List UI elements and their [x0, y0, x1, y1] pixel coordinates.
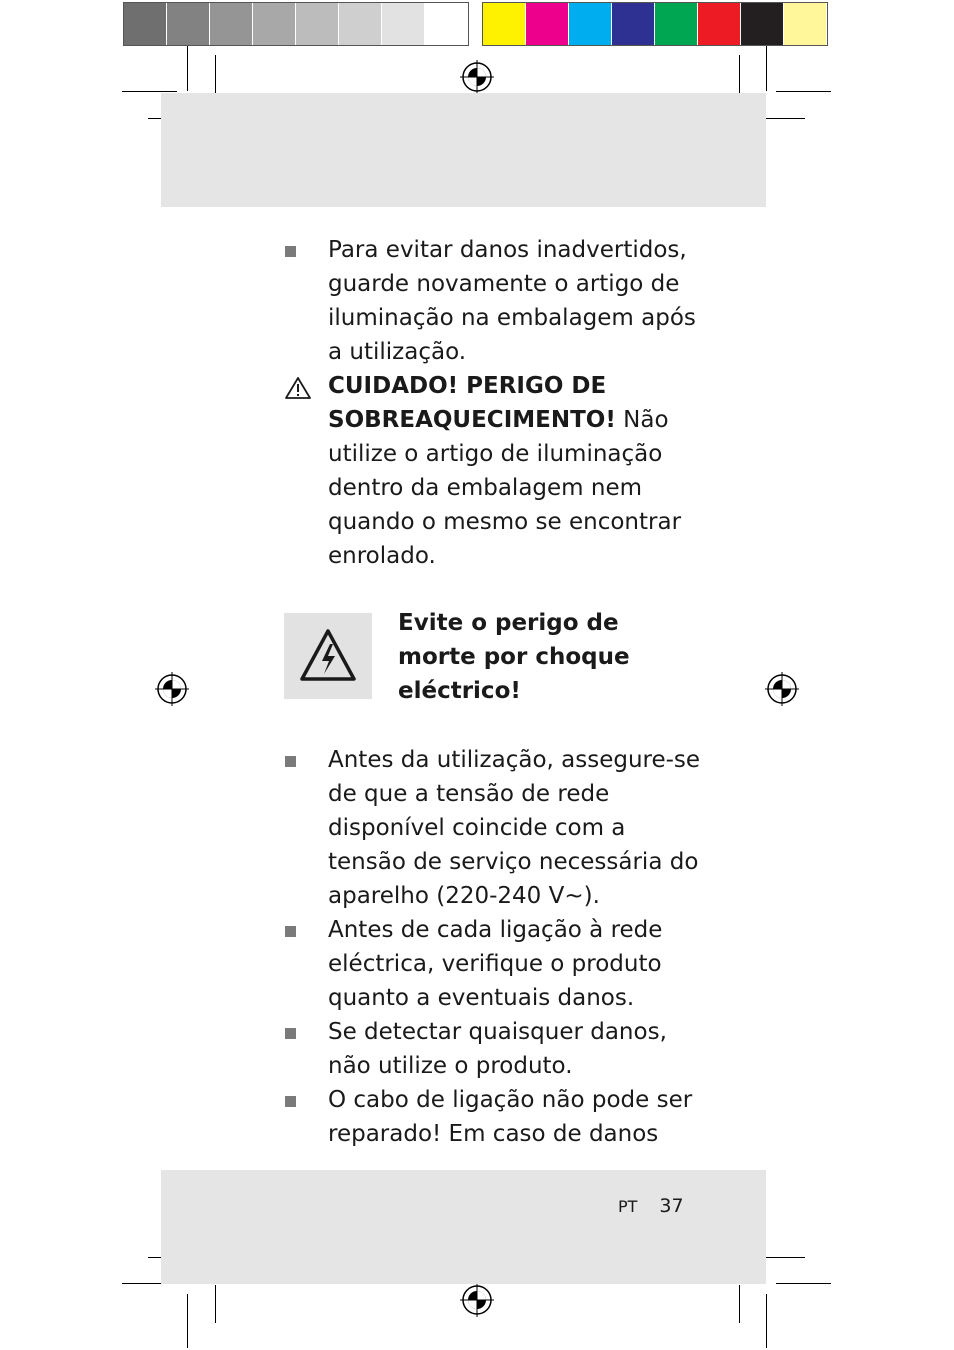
color-swatch — [124, 3, 167, 45]
square-bullet-icon — [285, 1096, 296, 1107]
warning-marker — [284, 369, 328, 573]
language-code: PT — [618, 1197, 638, 1216]
bullet-marker — [284, 913, 328, 1015]
list-item-text: O cabo de ligação não pode ser reparado! Em caso de danos — [328, 1087, 693, 1147]
list-item — [284, 369, 704, 573]
color-swatch — [339, 3, 382, 45]
registration-mark-icon — [460, 1283, 494, 1317]
list-item — [284, 1015, 704, 1083]
crop-mark — [766, 46, 767, 91]
bullet-marker — [284, 233, 328, 369]
bullet-marker — [284, 743, 328, 913]
color-swatch — [483, 3, 526, 45]
list-item — [284, 913, 704, 1015]
list-item-text: Para evitar danos inadvertidos, guarde novamente o artigo de iluminação na embalagem após a utilização. — [328, 237, 696, 365]
grayscale-control-bar — [123, 2, 469, 46]
color-swatch — [210, 3, 253, 45]
crop-mark — [776, 1283, 831, 1284]
color-swatch — [741, 3, 784, 45]
electric-shock-warning-icon — [284, 613, 372, 699]
shock-warning-box — [284, 613, 372, 699]
safety-list-1 — [284, 233, 704, 573]
color-swatch — [569, 3, 612, 45]
crop-mark — [122, 91, 177, 92]
list-item-text: Antes de cada ligação à rede eléctrica, verifique o produto quanto a eventuais danos. — [328, 917, 663, 1011]
footer-band — [161, 1170, 766, 1284]
color-swatch — [526, 3, 569, 45]
registration-mark-icon — [765, 672, 799, 706]
bullet-marker — [284, 1015, 328, 1083]
list-item-text — [328, 369, 704, 573]
registration-mark-icon — [155, 672, 189, 706]
header-band — [161, 93, 766, 207]
list-item-text: Se detectar quaisquer danos, não utilize o produto. — [328, 1019, 667, 1079]
color-swatch — [425, 3, 468, 45]
warning-triangle-icon — [284, 376, 312, 400]
color-swatch — [784, 3, 827, 45]
page-number: 37 — [659, 1195, 684, 1217]
shock-warning-text: Evite o perigo de morte por choque eléctrico! — [398, 610, 630, 704]
crop-mark — [739, 1285, 740, 1323]
square-bullet-icon — [285, 1028, 296, 1039]
list-item — [284, 1083, 704, 1151]
color-swatch — [296, 3, 339, 45]
crop-mark — [766, 1294, 767, 1348]
color-swatch — [612, 3, 655, 45]
list-item — [284, 233, 704, 369]
bullet-marker — [284, 1083, 328, 1151]
color-swatch — [253, 3, 296, 45]
color-swatch — [382, 3, 425, 45]
crop-mark — [187, 46, 188, 91]
registration-mark-icon — [460, 60, 494, 94]
square-bullet-icon — [285, 756, 296, 767]
list-item — [284, 743, 704, 913]
crop-mark — [776, 91, 831, 92]
page-footer — [618, 1193, 684, 1220]
color-swatch — [698, 3, 741, 45]
color-swatch — [655, 3, 698, 45]
square-bullet-icon — [285, 246, 296, 257]
crop-mark — [187, 1294, 188, 1348]
color-control-bar — [482, 2, 828, 46]
safety-list-2 — [284, 743, 704, 1151]
crop-mark — [215, 1285, 216, 1323]
warning-heading: CUIDADO! PERIGO DE SOBREAQUECIMENTO! — [328, 373, 616, 433]
list-item-text: Antes da utilização, assegure-se de que a tensão de rede disponível coincide com a tensão de serviço necessária do aparelho (220-240 V~). — [328, 747, 701, 909]
color-swatch — [167, 3, 210, 45]
warning-body: Não utilize o artigo de iluminação dentro da embalagem nem quando o mesmo se encontrar enrolado. — [328, 407, 682, 569]
square-bullet-icon — [285, 926, 296, 937]
